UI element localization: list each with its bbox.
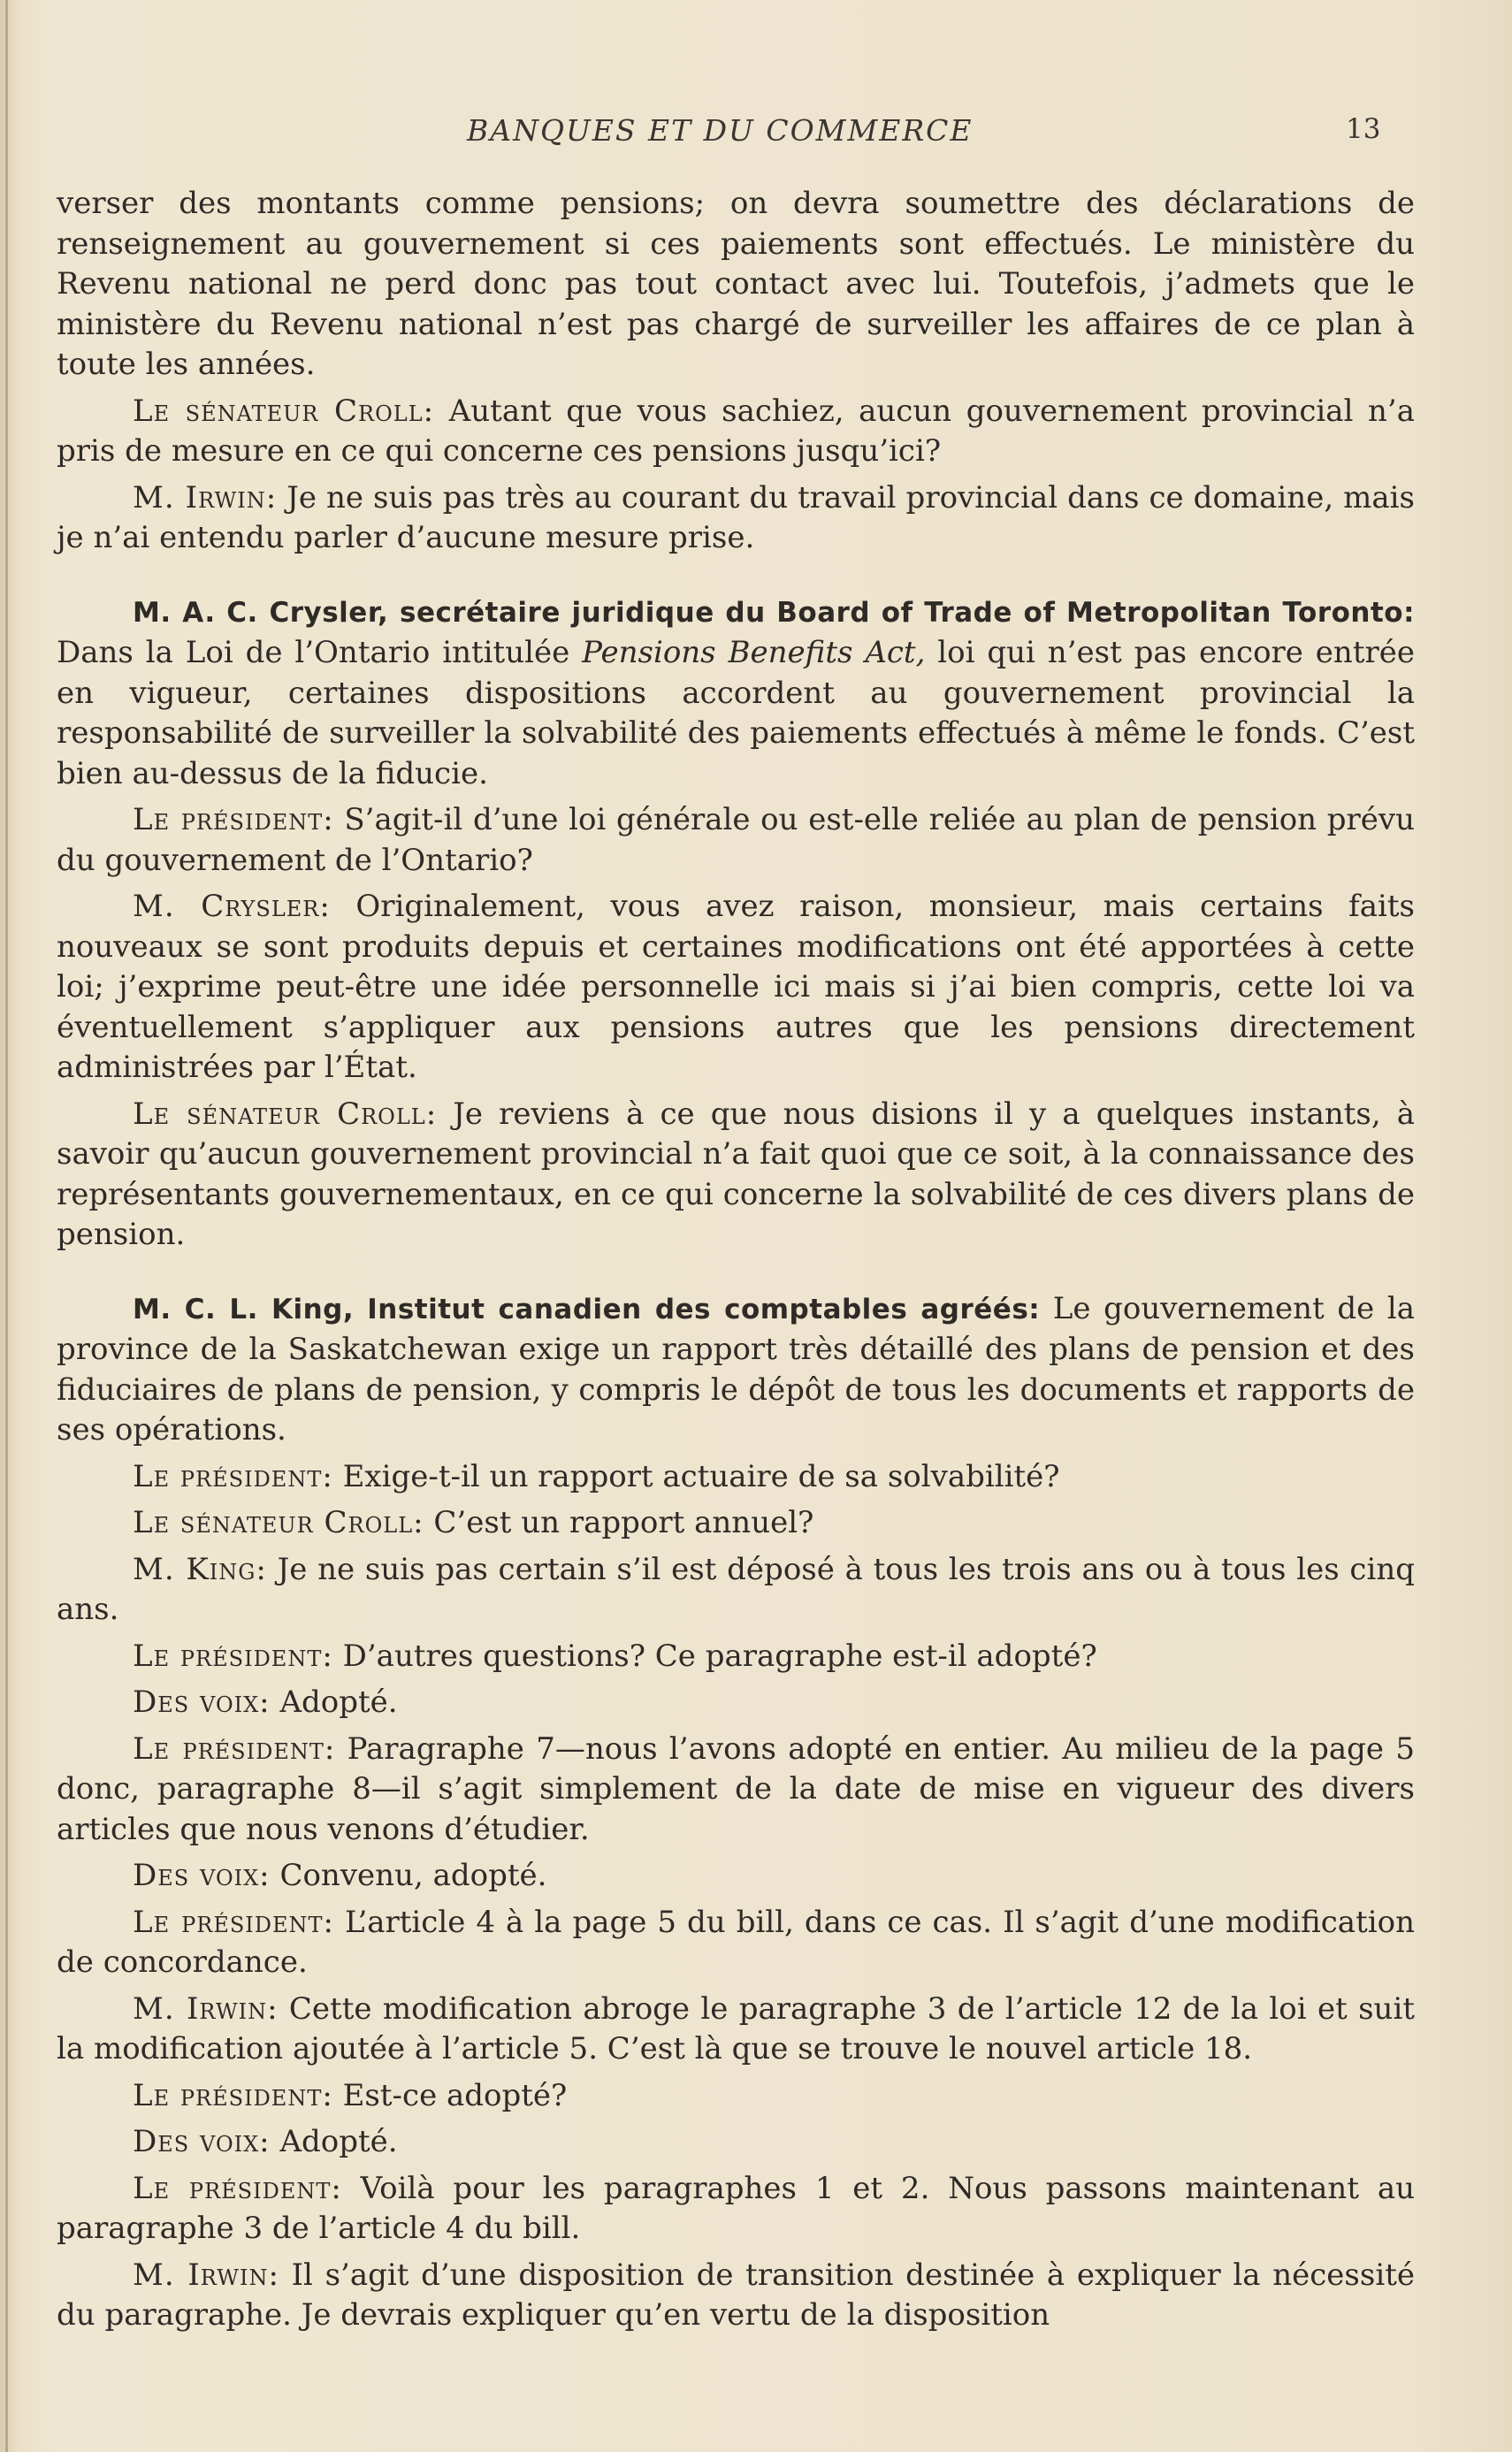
paragraph: Le président: S’agit-il d’une loi générale ou est-elle reliée au plan de pension prévu du gouvernement de l’Ontario? bbox=[57, 802, 1415, 878]
paragraph: M. Irwin: Je ne suis pas très au courant du travail provincial dans ce domaine, mais je n’ai entendu parler d’aucune mesure prise. bbox=[57, 479, 1415, 555]
paragraph: Le sénateur Croll: Autant que vous sachiez, aucun gouvernement provincial n’a pris de mesure en ce qui concerne ces pensions jusqu’ici? bbox=[57, 393, 1416, 469]
page-spine-edge bbox=[5, 0, 8, 2452]
paragraph: M. Irwin: Il s’agit d’une disposition de transition destinée à expliquer la nécessité du paragraphe. Je devrais expliquer qu’en vertu de la disposition bbox=[57, 2257, 1415, 2333]
paragraph: Le président: L’article 4 à la page 5 du bill, dans ce cas. Il s’agit d’une modification de concordance. bbox=[57, 1904, 1415, 1980]
witness-paragraph: M. C. L. King, Institut canadien des comptables agréés: Le gouvernement de la province de la Saskatchewan exige un rapport très détaillé des plans de pension et des fiduciaires de plans de pension, y compris le dépôt de tous les documents et rapports de ses opérations. bbox=[57, 1290, 1415, 1448]
speaker: Le président: bbox=[133, 802, 334, 837]
page-header bbox=[0, 113, 1512, 157]
speaker: M. Irwin: bbox=[133, 2257, 279, 2293]
speaker: Le président: bbox=[133, 1458, 333, 1494]
speaker: M. Crysler: bbox=[133, 889, 331, 924]
speaker: Le sénateur Croll: bbox=[133, 393, 435, 429]
paragraph: Le président: Paragraphe 7—nous l’avons adopté en entier. Au milieu de la page 5 donc, paragraphe 8—il s’agit simplement de la date de mise en vigueur des divers articles que nous venons d’étudier. bbox=[57, 1730, 1415, 1847]
paragraph: Le président: D’autres questions? Ce paragraphe est-il adopté? bbox=[133, 1638, 1097, 1674]
speaker: M. Irwin: bbox=[133, 479, 278, 516]
paragraph: Le sénateur Croll: Je reviens à ce que nous disions il y a quelques instants, à savoir qu’aucun gouvernement provincial n’a fait quoi que ce soit, à la connaissance des représentants gouvernementaux, en ce qui concerne la solvabilité de ces divers plans de pension. bbox=[57, 1096, 1416, 1252]
speaker: Des voix: bbox=[133, 1684, 271, 1720]
speaker: Des voix: bbox=[133, 2124, 271, 2159]
paragraph: Des voix: Convenu, adopté. bbox=[133, 1858, 547, 1893]
speaker: M. King: bbox=[133, 1551, 267, 1587]
paragraph: Le président: Est-ce adopté? bbox=[133, 2077, 568, 2113]
act-title: Pensions Benefits Act, bbox=[582, 635, 926, 670]
paragraph: Des voix: Adopté. bbox=[133, 2124, 398, 2159]
paragraph: M. Crysler: Originalement, vous avez raison, monsieur, mais certains faits nouveaux se sont produits depuis et certaines modifications ont été apportées à cette loi; j’exprime peut-être une idée personnelle ici mais si j’ai bien compris, cette loi va éventuellement s’appliquer aux pensions autres que les pensions directement administrées par l’État. bbox=[57, 889, 1415, 1085]
paragraph: verser des montants comme pensions; on devra soumettre des déclarations de renseignement au gouvernement si ces paiements sont effectués. Le ministère du Revenu national ne perd donc pas tout contact avec lui. Toutefois, j’admets que le ministère du Revenu national n’est pas chargé de surveiller les affaires de ce plan à toute les années. bbox=[57, 186, 1415, 382]
paragraph: Le sénateur Croll: C’est un rapport annuel? bbox=[133, 1505, 814, 1540]
page-body bbox=[57, 184, 1415, 2342]
paragraph: Des voix: Adopté. bbox=[133, 1684, 398, 1720]
speaker: Le président: bbox=[133, 1904, 334, 1940]
speaker: Le président: bbox=[133, 2077, 333, 2113]
paragraph: Le président: Exige-t-il un rapport actuaire de sa solvabilité? bbox=[133, 1458, 1060, 1494]
speaker: Des voix: bbox=[133, 1858, 271, 1893]
page-number: 13 bbox=[1346, 113, 1381, 145]
speaker: M. C. L. King, Institut canadien des comptables agréés: bbox=[133, 1293, 1041, 1325]
speaker: Le sénateur Croll: bbox=[133, 1096, 438, 1132]
paragraph: M. King: Je ne suis pas certain s’il est déposé à tous les trois ans ou à tous les cinq ans. bbox=[57, 1551, 1415, 1627]
speaker: M. Irwin: bbox=[133, 1990, 279, 2027]
running-title: BANQUES ET DU COMMERCE bbox=[467, 113, 974, 148]
speaker: Le président: bbox=[133, 2170, 342, 2206]
speaker: Le président: bbox=[133, 1638, 333, 1674]
speaker: M. A. C. Crysler, secrétaire juridique du Board of Trade of Metropolitan Toronto: bbox=[133, 596, 1415, 629]
paragraph: Le président: Voilà pour les paragraphes 1 et 2. Nous passons maintenant au paragraphe 3 de l’article 4 du bill. bbox=[57, 2170, 1415, 2246]
witness-paragraph: M. A. C. Crysler, secrétaire juridique du Board of Trade of Metropolitan Toronto: Dans la Loi de l’Ontario intitulée Pensions Benefits Act, loi qui n’est pas encore entrée en vigueur, certaines dispositions accordent au gouvernement provincial la responsabilité de surveiller la solvabilité des paiements effectués à même le fonds. C’est bien au-dessus de la fiducie. bbox=[57, 596, 1415, 791]
paragraph: M. Irwin: Cette modification abroge le paragraphe 3 de l’article 12 de la loi et suit la modification ajoutée à l’article 5. C’est là que se trouve le nouvel article 18. bbox=[57, 1990, 1415, 2066]
speaker: Le président: bbox=[133, 1730, 336, 1767]
speaker: Le sénateur Croll: bbox=[133, 1505, 424, 1540]
